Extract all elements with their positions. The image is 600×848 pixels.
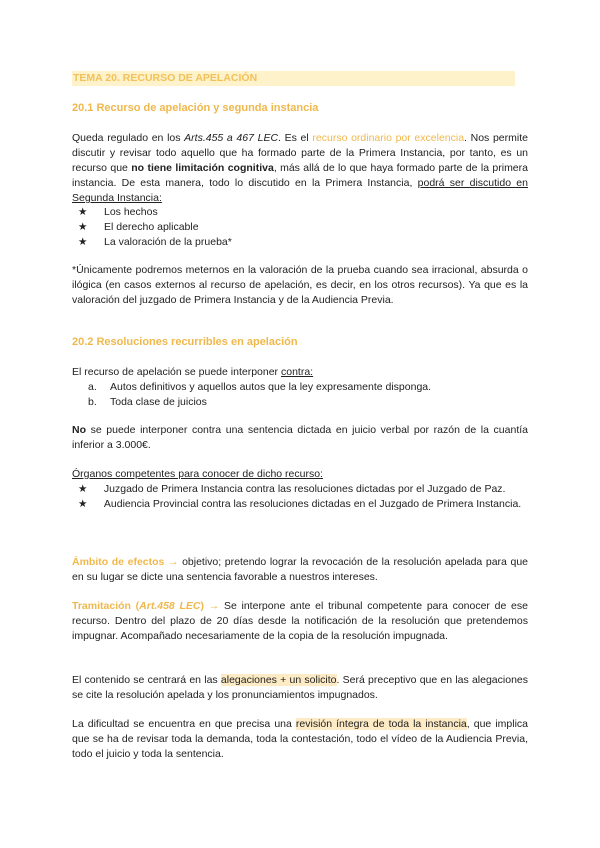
paragraph-note: *Únicamente podremos meternos en la valoración de la prueba cuando sea irracional, absurda o ilógica (en casos externos al recurso de apelación, es decir, en los otros recursos). Ya que es la valoración del juzgado de Primera Instancia y de la Audiencia Previa. xyxy=(72,264,528,306)
list-item: b. Toda clase de juicios xyxy=(88,396,207,408)
section-heading-20-1: 20.1 Recurso de apelación y segunda instancia xyxy=(72,102,319,114)
paragraph-ambito: Ámbito de efectos → objetivo; pretendo lograr la revocación de la resolución apelada para que en su lugar se dicte una sentencia favorable a nuestros intereses. xyxy=(72,556,528,583)
list-item: ★ Audiencia Provincial contra las resoluciones dictadas en el Juzgado de Primera Instancia. xyxy=(78,498,522,510)
paragraph-organos-heading: Órganos competentes para conocer de dicho recurso: xyxy=(72,468,323,480)
paragraph-tramitacion: Tramitación (Art.458 LEC) → Se interpone ante el tribunal competente para conocer de ese recurso. Dentro del plazo de 20 días desde la notificación de la resolución que pretendemos impugnar. Acompañado necesariamente de la copia de la resolución impugnada. xyxy=(72,600,528,642)
paragraph-contenido: El contenido se centrará en las alegaciones + un solicito. Será preceptivo que en las alegaciones se cite la resolución apelada y los pronunciamientos impugnados. xyxy=(72,674,529,701)
highlight-alegaciones: alegaciones + un solicito xyxy=(220,674,337,686)
paragraph-no-interponer: No se puede interponer contra una sentencia dictada en juicio verbal por razón de la cuantía inferior a 3.000€. xyxy=(72,424,528,451)
list-segunda-instancia xyxy=(76,205,232,250)
highlight-revision-integra: revisión íntegra de toda la instancia xyxy=(295,718,467,730)
paragraph-dificultad: La dificultad se encuentra en que precisa una revisión íntegra de toda la instancia, que implica que se ha de revisar toda la demanda, toda la contestación, todo el vídeo de la Audiencia Previa, todo el juicio y toda la sentencia. xyxy=(72,718,528,760)
paragraph-intro: Queda regulado en los Arts.455 a 467 LEC. Es el recurso ordinario por excelencia. Nos permite discutir y revisar todo aquello que ha formado parte de la Primera Instancia, por tanto, es un recurso que no tiene limitación cognitiva, más allá de lo que haya formado parte de la primera instancia. De esta manera, todo lo discutido en la Primera Instancia, podrá ser discutido en Segunda Instancia: xyxy=(72,132,528,204)
list-item: ★ Juzgado de Primera Instancia contra las resoluciones dictadas por el Juzgado de Paz. xyxy=(78,483,506,495)
highlight-recurso-ordinario: recurso ordinario por excelencia xyxy=(312,132,465,144)
list-item: ★ El derecho aplicable xyxy=(78,221,199,233)
page-title: TEMA 20. RECURSO DE APELACIÓN xyxy=(72,71,515,86)
paragraph-interponer: El recurso de apelación se puede interponer contra: xyxy=(72,366,314,378)
list-organos xyxy=(76,482,528,512)
list-item: ★ La valoración de la prueba* xyxy=(78,236,232,248)
section-heading-20-2: 20.2 Resoluciones recurribles en apelación xyxy=(72,336,298,348)
list-item: ★ Los hechos xyxy=(78,206,158,218)
list-resoluciones xyxy=(86,380,431,410)
list-item: a. Autos definitivos y aquellos autos que la ley expresamente disponga. xyxy=(88,381,432,393)
